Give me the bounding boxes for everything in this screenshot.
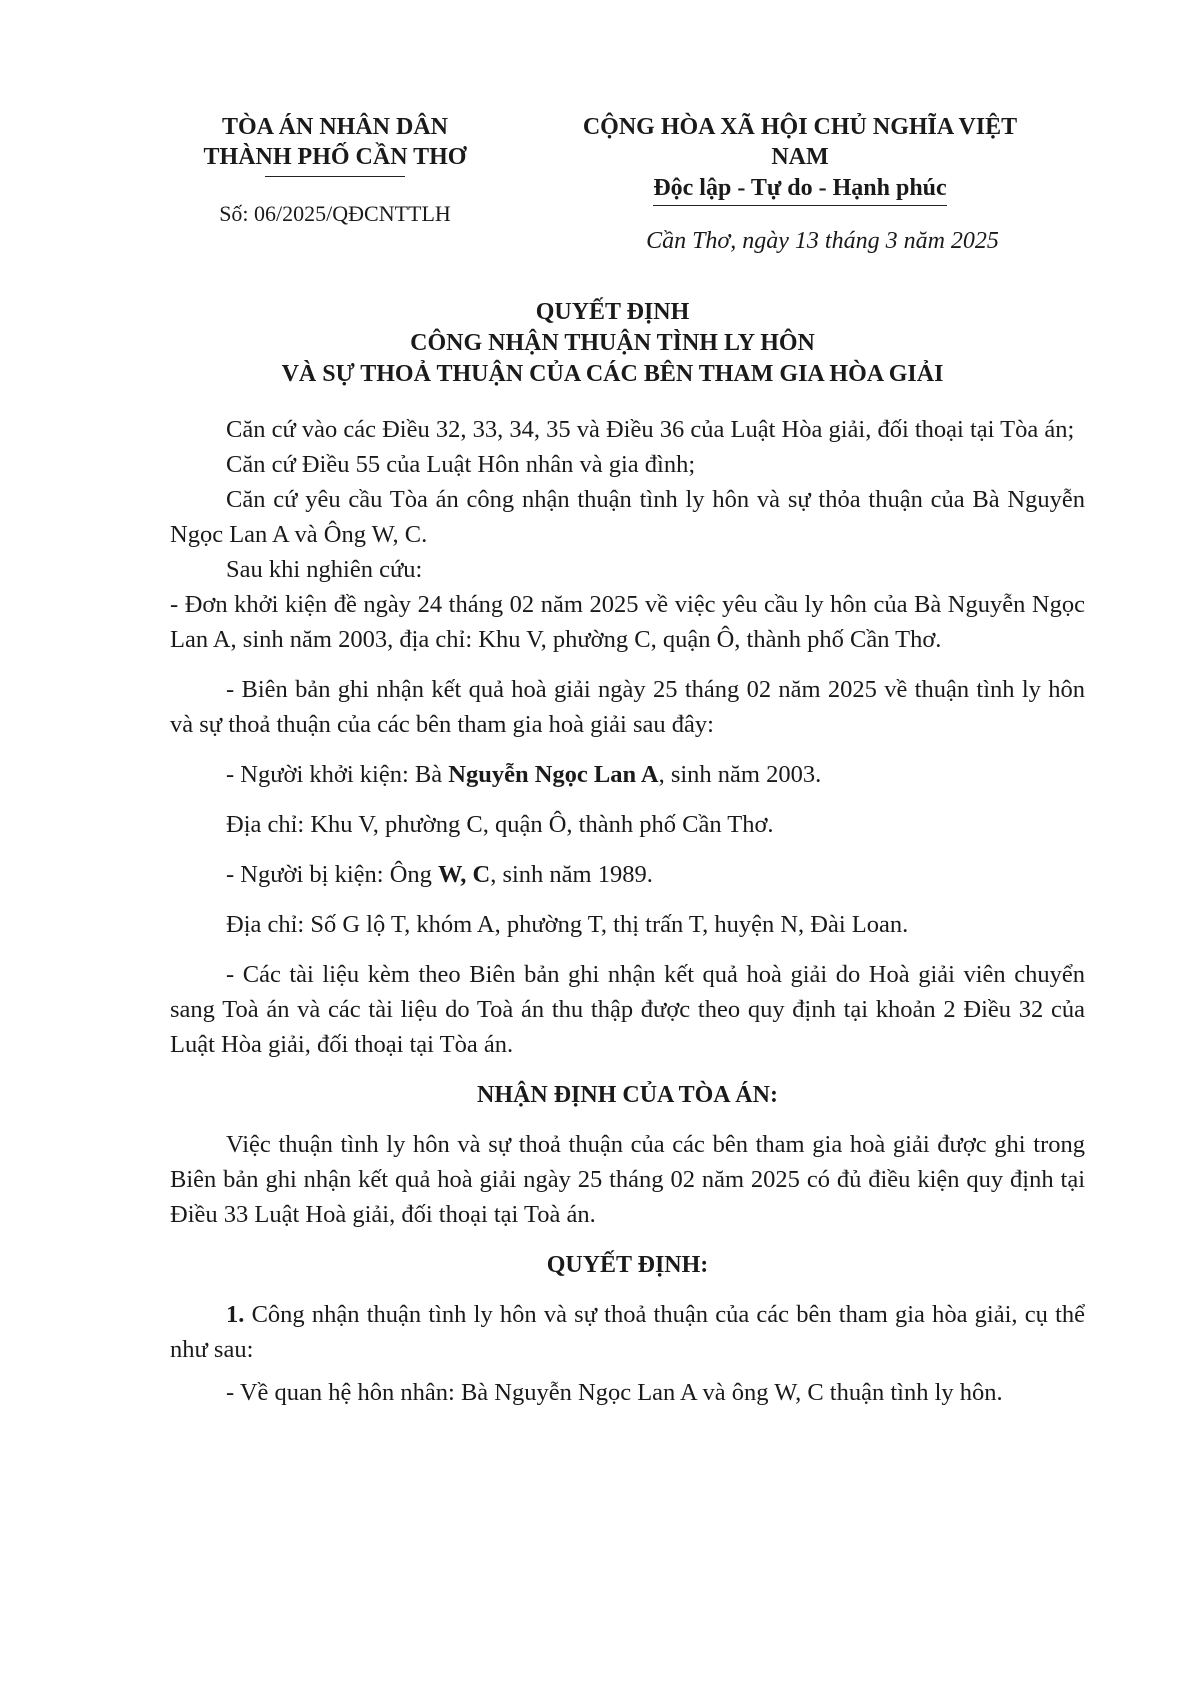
court-header (150, 112, 520, 229)
decision-title (150, 297, 1075, 390)
republic-name-line2: NAM (771, 144, 829, 170)
court-name-line2: THÀNH PHỐ CẦN THƠ (203, 144, 467, 170)
document-body (170, 412, 1085, 1410)
court-underline (265, 176, 405, 177)
after-review-label: Sau khi nghiên cứu: (226, 556, 423, 583)
defendant-address: Địa chỉ: Số G lộ T, khóm A, phường T, thị trấn T, huyện N, Đài Loan. (226, 911, 909, 938)
republic-header (530, 112, 1070, 256)
plaintiff-prefix: - Người khởi kiện: Bà (226, 761, 449, 788)
legal-basis-2: Căn cứ Điều 55 của Luật Hôn nhân và gia đình; (226, 451, 696, 478)
defendant-suffix: , sinh năm 1989. (490, 861, 653, 888)
defendant-prefix: - Người bị kiện: Ông (226, 861, 439, 888)
decision-heading-text: QUYẾT ĐỊNH (546, 1252, 701, 1278)
document-header (150, 112, 1075, 282)
findings-text: Việc thuận tình ly hôn và sự thoả thuận của các bên tham gia hoà giải được ghi trong Biên bản ghi nhận kết quả hoà giải ngày 25 tháng 02 năm 2025 có đủ điều kiện quy định tại Điều 33 Luật Hoà giải, đối thoại tại Toà án. (170, 1131, 1085, 1228)
decision-item-1 (170, 1297, 1085, 1367)
defendant-line (170, 857, 1085, 892)
defendant-name: W, C (438, 861, 491, 888)
legal-basis-3: Căn cứ yêu cầu Tòa án công nhận thuận tình ly hôn và sự thỏa thuận của Bà Nguyễn Ngọc Lan A và Ông W, C. (170, 486, 1085, 548)
mediation-record-paragraph: - Biên bản ghi nhận kết quả hoà giải ngày 25 tháng 02 năm 2025 về thuận tình ly hôn và sự thoả thuận của các bên tham gia hoà giải sau đây: (170, 676, 1085, 738)
marriage-relation-paragraph: - Về quan hệ hôn nhân: Bà Nguyễn Ngọc Lan A và ông W, C thuận tình ly hôn. (226, 1379, 1003, 1406)
title-line2: CÔNG NHẬN THUẬN TÌNH LY HÔN (410, 330, 815, 356)
plaintiff-line (170, 757, 1085, 792)
decision-item-1-text: Công nhận thuận tình ly hôn và sự thoả thuận của các bên tham gia hòa giải, cụ thể như sau: (170, 1301, 1085, 1363)
document-number: Số: 06/2025/QĐCNTTLH (219, 201, 451, 226)
petition-paragraph: - Đơn khởi kiện đề ngày 24 tháng 02 năm 2025 về việc yêu cầu ly hôn của Bà Nguyễn Ngọc Lan A, sinh năm 2003, địa chỉ: Khu V, phường C, quận Ô, thành phố Cần Thơ. (170, 591, 1085, 653)
plaintiff-name: Nguyễn Ngọc Lan A (448, 761, 659, 788)
attached-documents-paragraph: - Các tài liệu kèm theo Biên bản ghi nhận kết quả hoà giải do Hoà giải viên chuyển sang Toà án và các tài liệu do Toà án thu thập được theo quy định tại khoản 2 Điều 32 của Luật Hòa giải, đối thoại tại Tòa án. (170, 961, 1085, 1058)
plaintiff-suffix: , sinh năm 2003. (658, 761, 822, 788)
decision-heading (170, 1248, 1085, 1283)
plaintiff-address: Địa chỉ: Khu V, phường C, quận Ô, thành phố Cần Thơ. (226, 811, 774, 838)
legal-basis-1: Căn cứ vào các Điều 32, 33, 34, 35 và Điều 36 của Luật Hòa giải, đối thoại tại Tòa án; (226, 416, 1075, 443)
findings-heading: NHẬN ĐỊNH CỦA TÒA ÁN: (477, 1082, 778, 1108)
republic-name-line1: CỘNG HÒA XÃ HỘI CHỦ NGHĨA VIỆT (582, 114, 1018, 140)
place-and-date: Cần Thơ, ngày 13 tháng 3 năm 2025 (646, 228, 999, 254)
decision-item-1-number: 1. (226, 1301, 245, 1328)
decision-heading-colon: : (700, 1252, 709, 1278)
court-name-line1: TÒA ÁN NHÂN DÂN (221, 114, 448, 140)
national-motto: Độc lập - Tự do - Hạnh phúc (653, 172, 946, 206)
title-line1: QUYẾT ĐỊNH (535, 299, 690, 325)
title-line3: VÀ SỰ THOẢ THUẬN CỦA CÁC BÊN THAM GIA HÒA GIẢI (281, 361, 944, 387)
